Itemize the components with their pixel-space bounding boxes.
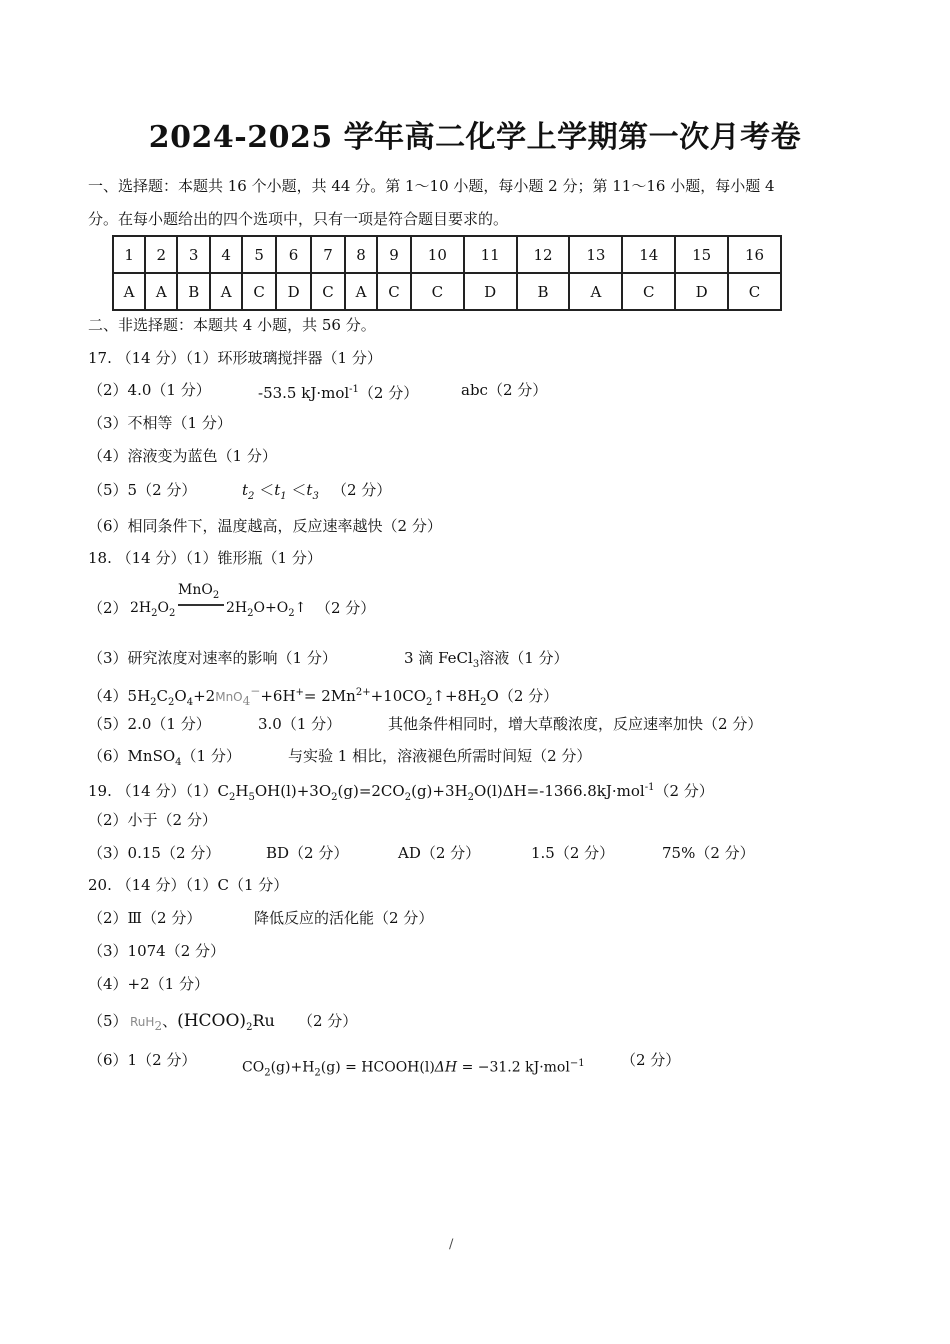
q17-5-order [242, 480, 319, 507]
answer-table-answer-cell: C [411, 273, 464, 310]
q18-2-o2-product-sub: 2 [288, 607, 295, 619]
answer-table-answer-cell: C [377, 273, 411, 310]
answer-table-answer-cell: C [622, 273, 675, 310]
q20-5-hcoo-sub: 2 [246, 1022, 253, 1033]
q18-4-mno4-sub: 4 [242, 694, 251, 708]
q18-2-score: （2 分） [316, 599, 376, 617]
q17-5-t2-sub: 2 [248, 491, 255, 502]
q20-6-equation [242, 1054, 585, 1083]
q19-1-s5: 2 [467, 792, 474, 803]
answer-table-answer-cell: A [113, 273, 145, 310]
q18-2-reactant [130, 598, 175, 624]
q18-3b-text: 3 滴 FeCl [404, 649, 473, 667]
q20-2b: 降低反应的活化能（2 分） [254, 909, 434, 927]
q17-5-t3-sub: 3 [312, 491, 319, 502]
answer-table-answer-cell: A [345, 273, 377, 310]
q18-2-h2-sub: 2 [151, 607, 158, 619]
q19-1-end: O(l)ΔH=-1366.8kJ·mol [473, 782, 645, 800]
q18-4-co: +10CO [370, 687, 427, 705]
q20-5-hcoo: (HCOO) [177, 1011, 247, 1031]
q18-4-s3: 4 [186, 697, 194, 708]
answer-table-number-cell: 10 [411, 236, 464, 273]
q19-1-rest: OH(l)+3O [254, 782, 332, 800]
answer-table-answer-cell: C [311, 273, 345, 310]
q18-4-eq: = 2Mn [303, 687, 356, 705]
answer-table-number-row [113, 236, 781, 273]
q19-1-score: （2 分） [654, 782, 714, 800]
q17-5-t2: t [242, 481, 249, 499]
q18-4-h2o-sub: 2 [480, 697, 487, 708]
q18-2-o2-sub: 2 [168, 607, 176, 619]
answer-table-answer-cell: D [675, 273, 728, 310]
q20-5-prefix: （5） [88, 1012, 128, 1030]
q20-line3: （3）1074（2 分） [88, 942, 226, 960]
q19-1-s4: 2 [404, 792, 412, 803]
answer-table-number-cell: 16 [728, 236, 781, 273]
q18-6b: 与实验 1 相比，溶液褪色所需时间短（2 分） [288, 747, 592, 765]
q18-2-product [226, 598, 306, 624]
section1-instructions [88, 170, 848, 236]
q17-2b [258, 380, 418, 403]
page-title: 2024-2025 学年高二化学上学期第一次月考卷 [148, 120, 802, 155]
q20-line1: 20. （14 分）（1）C（1 分） [88, 876, 289, 894]
q18-5c: 其他条件相同时，增大草酸浓度，反应速率加快（2 分） [388, 715, 763, 733]
answer-table-answer-cell: B [177, 273, 210, 310]
q18-2-catalyst [178, 580, 219, 606]
answer-table-number-cell: 6 [276, 236, 311, 273]
q18-3b-score: 溶液（1 分） [479, 649, 569, 667]
q19-1-s1: 2 [229, 792, 236, 803]
q20-5-formula [130, 1011, 275, 1038]
q18-2-arrow-line [178, 604, 224, 606]
q19-3d: 1.5（2 分） [531, 844, 615, 862]
answer-table-number-cell: 8 [345, 236, 377, 273]
answer-table-answer-cell: A [569, 273, 622, 310]
q19-line2: （2）小于（2 分） [88, 811, 217, 829]
answer-table-number-cell: 12 [517, 236, 570, 273]
q18-4-c: C [156, 687, 169, 705]
q18-4-plus2: +2 [193, 687, 216, 705]
q17-2b-score: （2 分） [358, 384, 419, 402]
answer-table-answer-cell: A [145, 273, 177, 310]
q17-line6: （6）相同条件下，温度越高，反应速率越快（2 分） [88, 517, 442, 535]
q17-5a: （5）5（2 分） [88, 481, 197, 499]
q17-line3: （3）不相等（1 分） [88, 414, 232, 432]
q18-4-mno4-sup: − [250, 684, 261, 698]
answer-table-number-cell: 5 [242, 236, 276, 273]
q17-2b-text: -53.5 kJ·mol [258, 384, 350, 402]
q18-4-score: O（2 分） [486, 687, 559, 705]
page-footer-mark: / [449, 1237, 454, 1252]
q17-5-t3: t [306, 481, 313, 499]
answer-table-answer-cell: C [728, 273, 781, 310]
q18-6a-sub: 4 [175, 757, 182, 768]
q17-5-t1: t [274, 481, 281, 499]
answer-table-number-cell: 2 [145, 236, 177, 273]
q18-6a [88, 746, 241, 773]
q19-1-s3: 2 [331, 792, 338, 803]
q18-4-s2: 2 [168, 697, 175, 708]
q20-5-ru: Ru [252, 1011, 275, 1030]
q17-2b-sup: -1 [349, 384, 359, 395]
answer-table-answer-cell: C [242, 273, 276, 310]
q19-3e: 75%（2 分） [662, 844, 755, 862]
q19-1-g: (g)=2CO [337, 782, 405, 800]
q20-6-h: (g)+H [270, 1059, 315, 1076]
q18-2-h2o: 2H [226, 600, 248, 616]
q18-3a: （3）研究浓度对速率的影响（1 分） [88, 649, 337, 667]
q18-5b: 3.0（1 分） [258, 715, 342, 733]
q18-2-o2-product: O+O [253, 600, 289, 616]
q20-line4: （4）+2（1 分） [88, 975, 209, 993]
q18-6a-score: （1 分） [181, 747, 241, 765]
q18-line1: 18. （14 分）（1）锥形瓶（1 分） [88, 549, 322, 567]
q18-4-end: ↑+8H [432, 687, 481, 705]
answer-table-number-cell: 13 [569, 236, 622, 273]
q18-4-mno4: MnO [215, 690, 243, 704]
q18-2-gas-arrow: ↑ [294, 600, 307, 616]
answer-table-answer-cell: B [517, 273, 570, 310]
answer-table-answer-cell: D [276, 273, 311, 310]
q19-3c: AD（2 分） [398, 844, 481, 862]
q19-line1 [88, 778, 714, 808]
answer-table-number-cell: 4 [210, 236, 242, 273]
q18-4-mnsup: 2+ [355, 687, 371, 698]
q20-6-dh: ΔH [434, 1059, 458, 1076]
answer-table-number-cell: 14 [622, 236, 675, 273]
q18-5a: （5）2.0（1 分） [88, 715, 211, 733]
q17-2c: abc（2 分） [461, 381, 548, 399]
answer-table-answer-row [113, 273, 781, 310]
answer-table [112, 235, 782, 311]
section1-line2: 分。在每小题给出的四个选项中，只有一项是符合题目要求的。 [88, 210, 509, 228]
q18-6a-text: （6）MnSO [88, 747, 176, 765]
answer-table-number-cell: 3 [177, 236, 210, 273]
q18-4-o: O [174, 687, 187, 705]
answer-table-answer-cell: A [210, 273, 242, 310]
q20-6-score: （2 分） [621, 1051, 681, 1069]
q17-5-lt1: ＜ [259, 481, 275, 499]
q20-6-co-sub: 2 [264, 1067, 271, 1079]
q18-2-h2o-sub: 2 [247, 607, 254, 619]
q17-line1: 17. （14 分）（1）环形玻璃搅拌器（1 分） [88, 349, 382, 367]
q18-4-h: +6H [260, 687, 296, 705]
answer-table-number-cell: 1 [113, 236, 145, 273]
q18-2-h2: 2H [130, 600, 152, 616]
q17-5g: （2 分） [332, 481, 392, 499]
q18-2-o2: O [157, 600, 169, 616]
q19-3b: BD（2 分） [266, 844, 349, 862]
answer-table-number-cell: 9 [377, 236, 411, 273]
q20-5-ruh: RuH [130, 1015, 155, 1029]
q19-1-sup: -1 [644, 782, 655, 793]
q20-5-ruh-sub: 2 [154, 1019, 163, 1033]
q19-1-s2: 5 [248, 792, 255, 803]
q20-6-hcooh: (g) = HCOOH(l) [320, 1059, 435, 1076]
q20-6a: （6）1（2 分） [88, 1051, 197, 1069]
q18-3b-sub: 3 [472, 659, 480, 670]
q18-3b [404, 648, 569, 675]
q18-2-prefix: （2） [88, 599, 128, 617]
q20-5-score: （2 分） [298, 1012, 358, 1030]
q18-4-co-sub: 2 [426, 697, 433, 708]
q20-2a: （2）Ⅲ（2 分） [88, 909, 202, 927]
q18-2-mno-sub: 2 [212, 589, 220, 601]
q19-1-g2: (g)+3H [411, 782, 468, 800]
q20-5-sep: 、 [162, 1012, 178, 1030]
q17-line4: （4）溶液变为蓝色（1 分） [88, 447, 277, 465]
q17-5-t1-sub: 1 [280, 491, 287, 502]
answer-table-number-cell: 11 [464, 236, 517, 273]
answer-table-number-cell: 7 [311, 236, 345, 273]
answer-table-number-cell: 15 [675, 236, 728, 273]
q19-3a: （3）0.15（2 分） [88, 844, 221, 862]
q20-6-val: = −31.2 kJ·mol [457, 1059, 570, 1076]
q19-1-h: H [235, 782, 249, 800]
answer-table-answer-cell: D [464, 273, 517, 310]
q18-line4 [88, 681, 558, 713]
q18-4-prefix: （4）5H [88, 687, 151, 705]
q20-6-co: CO [242, 1059, 265, 1076]
q19-1-prefix: 19. （14 分）（1）C [88, 782, 229, 800]
q20-6-h-sub: 2 [314, 1067, 321, 1079]
q18-4-hsup: + [295, 687, 304, 698]
q20-6-sup: −1 [569, 1058, 585, 1069]
q17-2a: （2）4.0（1 分） [88, 381, 211, 399]
section2-heading: 二、非选择题：本题共 4 小题，共 56 分。 [88, 316, 376, 334]
q18-4-s1: 2 [150, 697, 157, 708]
q18-2-mno: MnO [178, 582, 213, 598]
q17-5-lt2: ＜ [291, 481, 307, 499]
section1-line1: 一、选择题：本题共 16 个小题，共 44 分。第 1～10 小题，每小题 2 分；第 11～16 小题，每小题 4 [88, 177, 775, 195]
